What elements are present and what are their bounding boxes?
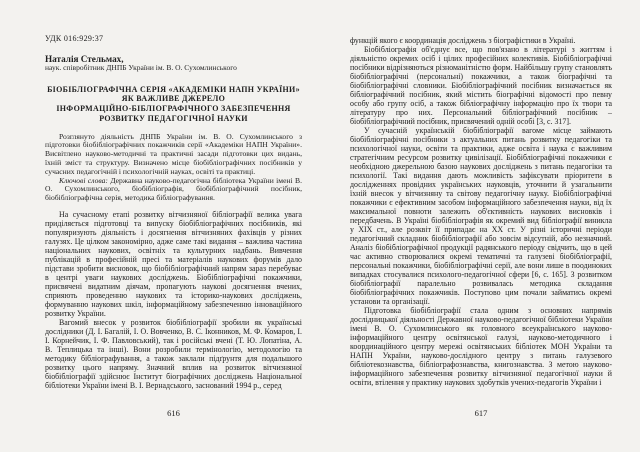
body-paragraph: На сучасному етапі розвитку вітчизняної бібліографії велика увага приділяється підготовці та випуску біобібліографічних посібників, які популяризують діяльність і досягнення вітчизняних фахівців у різних галузях. Це цілком закономірно, адже саме такі видання – важлива частина національних наукових, освітніх та культурних надбань. Вивчення публікацій в професійній пресі та матеріалів наукових форумів дало підстави зробити висновок, що біобібліографічний напрям зараз перебуває в центрі уваги наукових досліджень. Біобібліографічні покажчики, присвячені видатним діячам, пропагують наукові досягнення вчених, сприяють проведенню наукових та історико-наукових досліджень, формуванню наукових шкіл, інформаційному забезпеченню інноваційного розвитку України.: [45, 210, 302, 319]
body-paragraph: функцій якого є координація досліджень з біографістики в Україні.: [350, 36, 576, 45]
left-body-text: [45, 210, 302, 390]
article-title: [45, 85, 302, 124]
body-paragraph: У сучасній українській біобібліографії вагоме місце займають біобібліографічні посібники з актуальних питань розвитку педагогіки та психологічної науки, освіти та практики, адже освіта і наука є важливим стратегічним ресурсом розвитку цивілізації. Біобібліографічні покажчики є необхідною джерельною базою наукових досліджень з питань педагогіки та психології. Такі видання дають можливість зафіксувати пріоритети в дослідженнях провідних українських науковців, уточнити й узагальнити їхній внесок у вітчизняну та світову педагогічну науку. Біобібліографічні покажчики є ефективним засобом інформаційного забезпечення науки, від їх максимальної повноти залежить об'єктивність наукових висновків і передбачень. В Україні біобібліографія як окремий вид бібліографії виникла у XIX ст., але розквіт її припадає на XX ст. У різні історичні періоди педагогічний складник біобібліографії або зовсім відсутній, або незначний. Аналіз біобібліографічної продукції радянського періоду свідчить, що в цей час активно створювалися окремі тематичні та галузеві біобібліографії, персональні покажчики, біобібліографічні серії, але вони лише в поодиноких випадках стосувалися психолого-педагогічної сфери [6, с. 165]. З розвитком біобібліографії паралельно розвивалась методика складання біобібліографічних покажчиків. Поступово цим почали займатись окремі установи та організації.: [350, 126, 612, 306]
body-paragraph: Підготовка біобібліографії стала одним з основних напрямів дослідницької діяльності Державної науково-педагогічної бібліотеки України імені В. О. Сухомлинського як головного всеукраїнського науково-інформаційного центру освітянської галузі, науково-методичного і координаційного центру мережі освітянських бібліотек МОН України та НАПН України, науково-дослідного центру з питань галузевого бібліотекознавства, бібліографознавства, книгознавства. З метою науково-інформаційного забезпечення розвитку вітчизняної педагогічної науки й освіти, втілення у практику наукових здобутків учених-педагогів України і: [350, 306, 612, 387]
body-paragraph: Вагомий внесок у розвиток біобібліографії зробили як українські дослідники (Д. І. Багалій, І. О. Вовченко, В. С. Іконников, М. Ф. Комаров, І. І. Корнейчик, І. Ф. Павловський), так і російські вчені (Т. Ю. Лопатіна, А. В. Теплицька та інші). Вони розробили термінологію, методологію та методику бібліографування, а також заклали підґрунтя для подальшого розвитку цього напряму. Значний вплив на розвиток вітчизняної біобібліографії здійснює Інститут біографічних досліджень Національної бібліотеки України імені В. І. Вернадського, заснований 1994 р., серед: [45, 318, 302, 391]
page-number-right: 617: [474, 408, 488, 418]
abstract-paragraph: Розглянуто діяльність ДНПБ України ім. В. О. Сухомлинського з підготовки біобібліографічних покажчиків серії «Академіки НАПН України». Висвітлено науково-методичні та практичні засади підготовки цих видань, їхній зміст та структуру. Визначено місце біобібліографічних посібників у сучасних педагогічній і психологічній науках, освіті та практиці.: [45, 131, 302, 176]
page-number-left: 616: [167, 408, 180, 418]
keywords-paragraph: [45, 177, 302, 203]
keywords-label: Ключові слова:: [59, 175, 108, 185]
article-title-line-2: ЯК ВАЖЛИВЕ ДЖЕРЕЛО: [121, 94, 226, 104]
article-title-line-3: ІНФОРМАЦІЙНО-БІБЛІОГРАФІЧНОГО ЗАБЕЗПЕЧЕННЯ: [56, 104, 291, 114]
article-title-line-1: БІОБІБЛІОГРАФІЧНА СЕРІЯ «АКАДЕМІКИ НАПН УКРАЇНИ»: [47, 84, 300, 94]
author-name: Наталія Стельмах,: [45, 54, 124, 64]
body-paragraph: Біобібліографія об'єднує все, що пов'язано в літературі з життям і діяльністю окремих осіб і цілих професійних колективів. Біобібліографічні посібники відрізняються різноманітністю форм. Найбільшу групу становлять біобібліографічні (персональні) покажчики, а також біографічні та біобібліографічні словники. Біобібліографічний посібник визначається як бібліографічний посібник, який містить біографічні відомості про певну особу або групу осіб, а також бібліографічну інформацію про їх твори та літературу про них. Персональний бібліографічний посібник – біобібліографічний посібник, присвячений одній особі [3, с. 317].: [350, 45, 612, 126]
right-body-text: [350, 36, 612, 387]
abstract-block: [45, 133, 302, 203]
udc-code: УДК 016:929:37: [45, 34, 104, 43]
author-affiliation: наук. співробітник ДНПБ України ім. В. О. Сухомлинського: [45, 63, 237, 72]
keywords-text: Державна науково-педагогічна бібліотека України імені В. О. Сухомлинського, біобібліографія, біобібліографічний посібник, біобібліографічна серія, методика бібліографування.: [45, 175, 302, 203]
article-title-line-4: РОЗВИТКУ ПЕДАГОГІЧНОЇ НАУКИ: [99, 113, 248, 123]
page-right: [320, 0, 640, 452]
